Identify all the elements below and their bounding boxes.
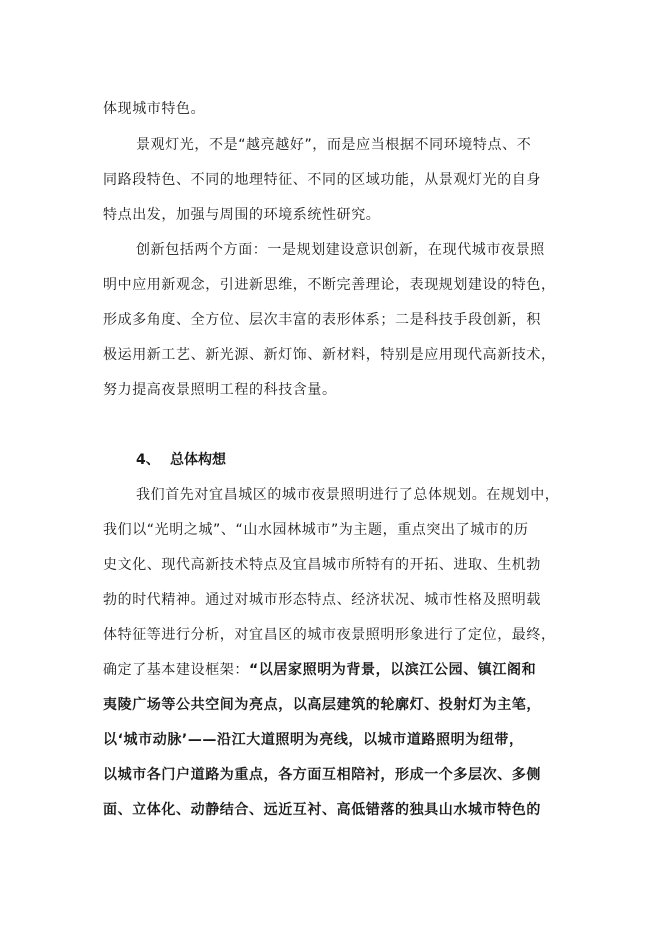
text-line: 以城市各门户道路为重点，各方面互相陪衬，形成一个多层次、多侧 <box>103 767 541 783</box>
text-line: 创新包括两个方面：一是规划建设意识创新，在现代城市夜景照 <box>136 242 545 258</box>
text-line: 夷陵广场等公共空间为亮点，以高层建筑的轮廓灯、投射灯为主笔， <box>103 697 541 713</box>
section-number: 4、 <box>136 452 160 468</box>
text-line: 以‘城市动脉’——沿江大道照明为亮线，以城市道路照明为纽带， <box>103 732 524 748</box>
text-line: 勃的时代精神。通过对城市形态特点、经济状况、城市性格及照明载 <box>103 592 541 608</box>
text-line: 面、立体化、动静结合、远近互衬、高低错落的独具山水城市特色的 <box>103 802 541 818</box>
text-line: 同路段特色、不同的地理特征、不同的区域功能，从景观灯光的自身 <box>103 172 541 188</box>
text-line: 努力提高夜景照明工程的科技含量。 <box>103 382 337 398</box>
text-line <box>103 660 573 680</box>
text-line: 我们以“光明之城”、“山水园林城市”为主题，重点突出了城市的历 <box>103 522 529 538</box>
framework-intro: 确定了基本建设框架： <box>103 662 249 678</box>
text-line: 景观灯光，不是“越亮越好”，而是应当根据不同环境特点、不 <box>136 137 532 153</box>
text-line: 特点出发，加强与周围的环境系统性研究。 <box>103 207 381 223</box>
section-title: 总体构想 <box>170 452 226 468</box>
text-line: 极运用新工艺、新光源、新灯饰、新材料，特别是应用现代高新技术， <box>103 347 556 363</box>
text-line: 明中应用新观念，引进新思维，不断完善理论，表现规划建设的特色， <box>103 277 556 293</box>
section-heading <box>136 450 226 470</box>
text-line: 我们首先对宜昌城区的城市夜景照明进行了总体规划。在规划中， <box>136 487 560 503</box>
text-line: 形成多角度、全方位、层次丰富的表形体系；二是科技手段创新，积 <box>103 312 541 328</box>
text-line: 史文化、现代高新技术特点及宜昌城市所特有的开拓、进取、生机勃 <box>103 557 541 573</box>
text-line: 体特征等进行分析，对宜昌区的城市夜景照明形象进行了定位，最终， <box>103 627 556 643</box>
framework-quote: “以居家照明为背景，以滨江公园、镇江阁和 <box>249 662 537 678</box>
text-line: 体现城市特色。 <box>103 101 206 117</box>
